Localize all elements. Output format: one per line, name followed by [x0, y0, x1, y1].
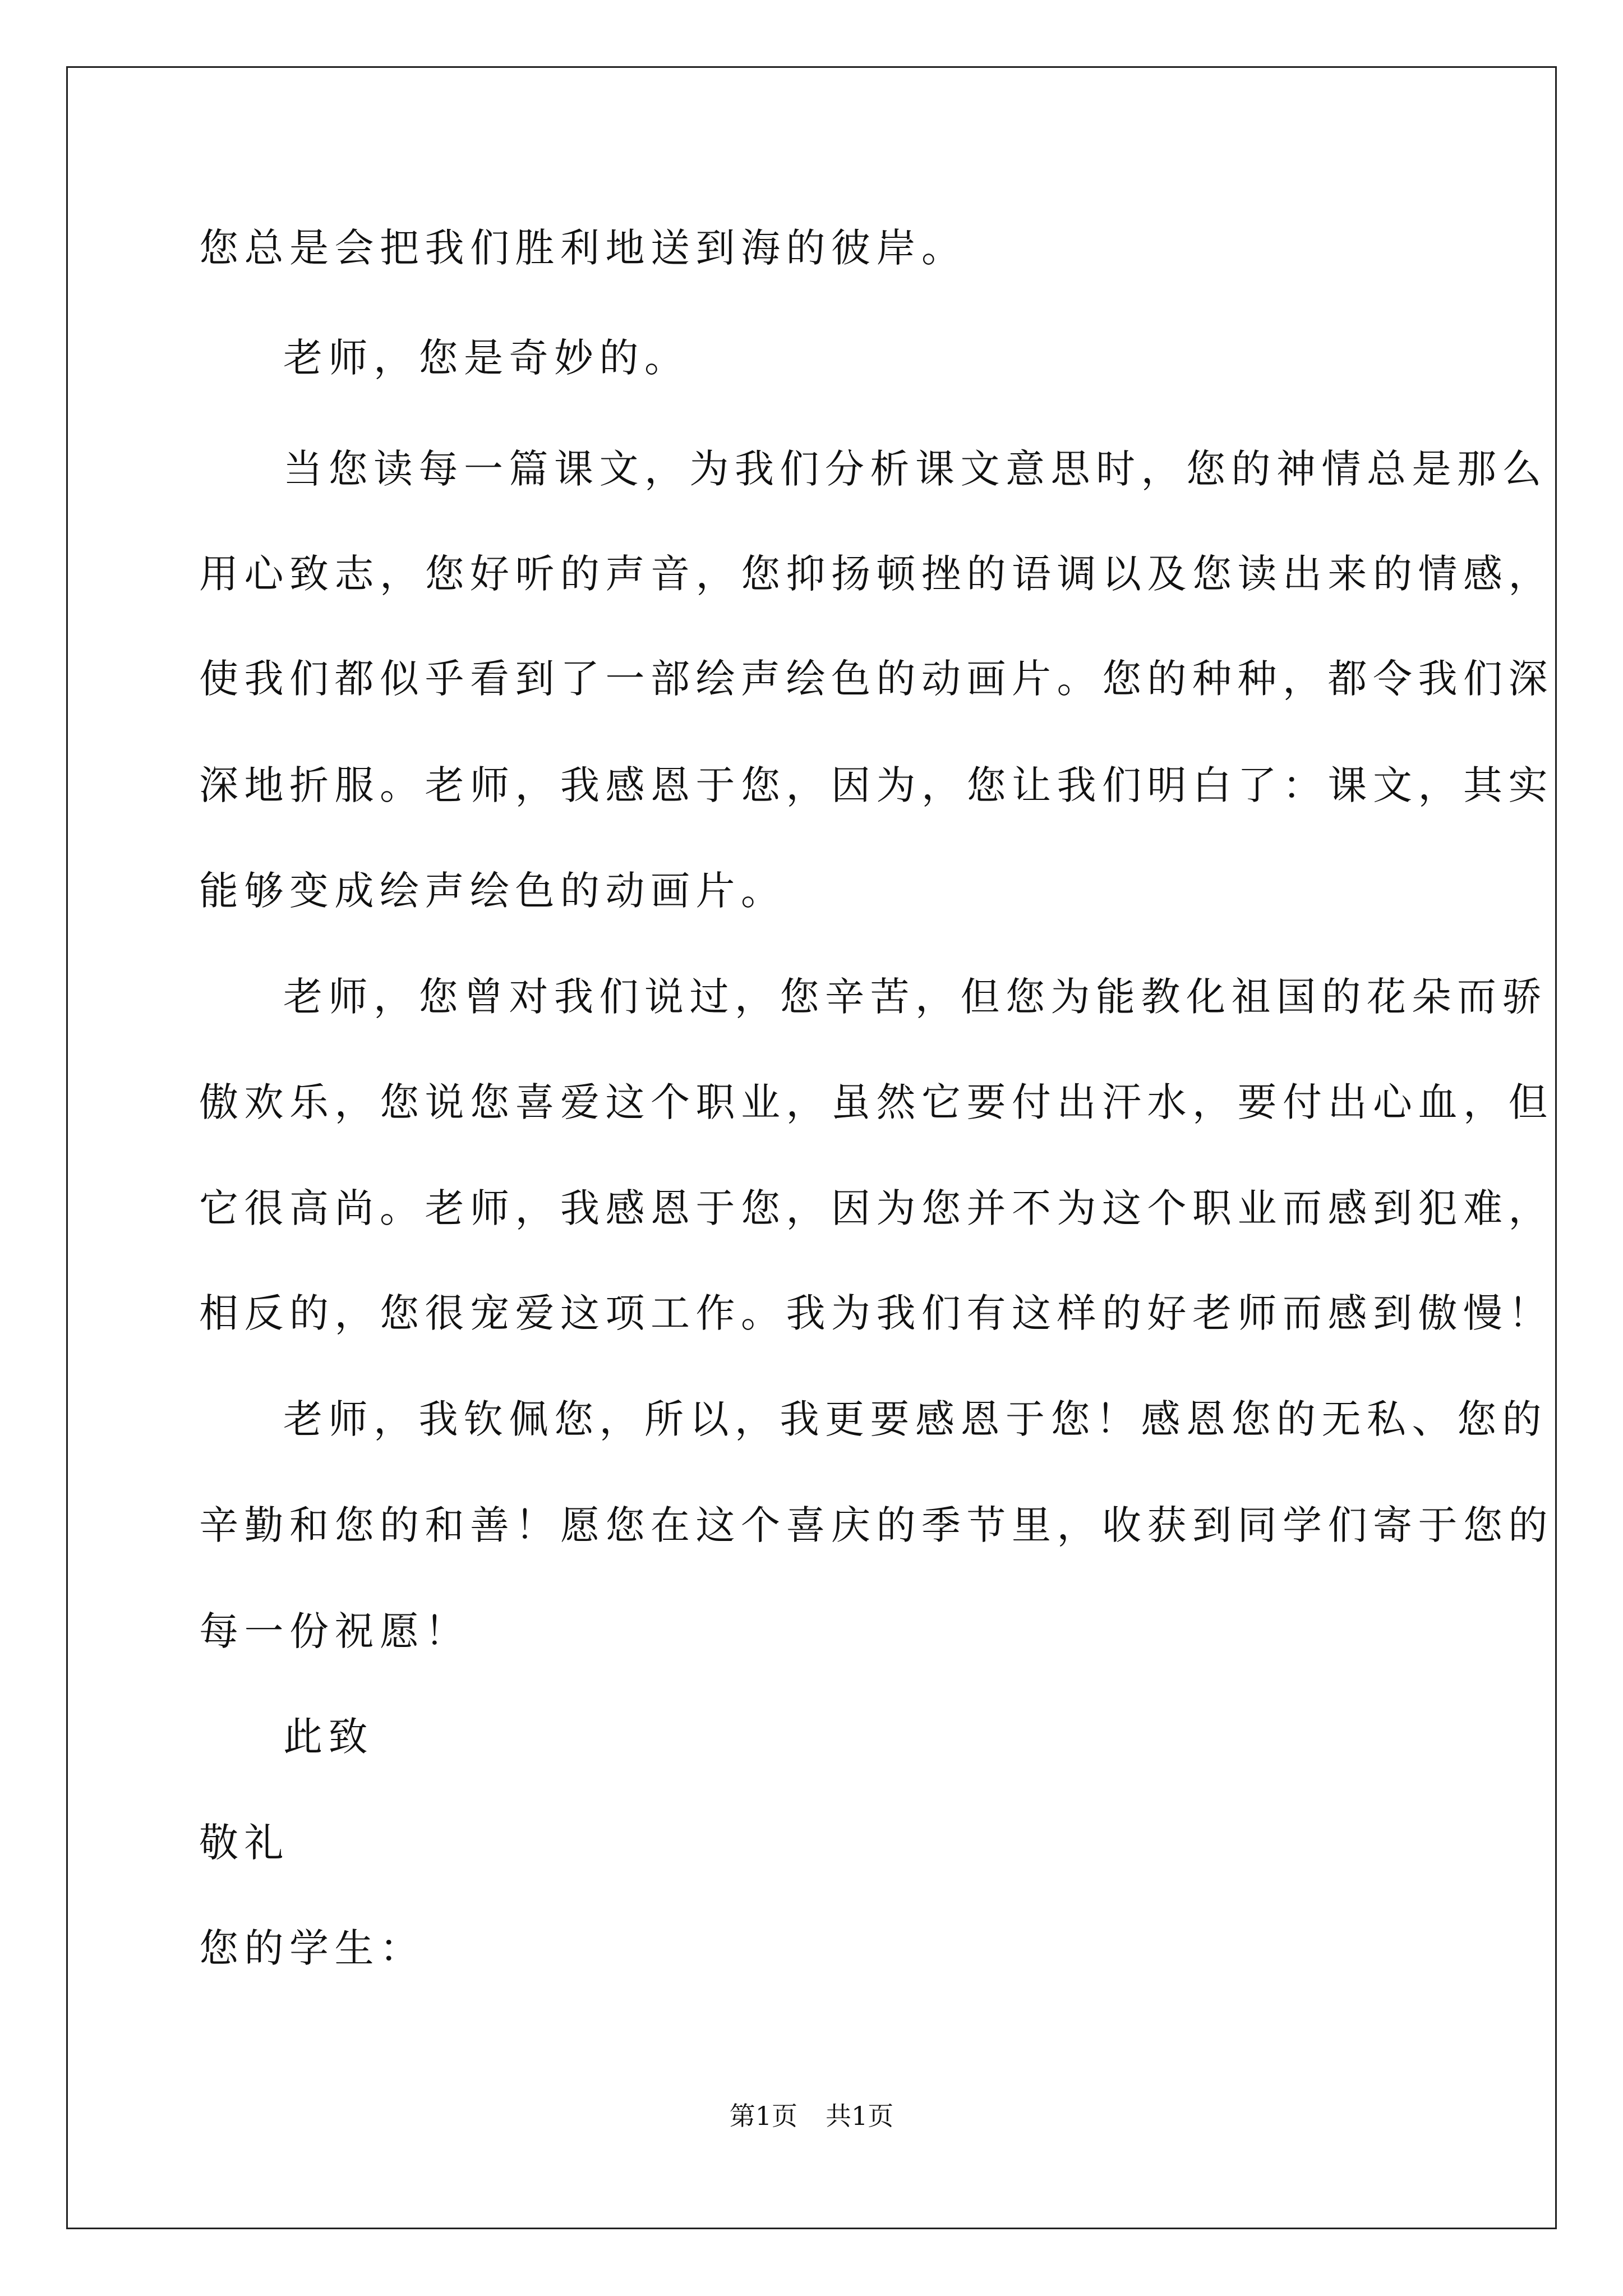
text-line: 老师，我钦佩您，所以，我更要感恩于您！感恩您的无私、您的 — [283, 1396, 1547, 1442]
text-line: 每一份祝愿！ — [199, 1608, 470, 1654]
text-line: 辛勤和您的和善！愿您在这个喜庆的季节里，收获到同学们寄于您的 — [199, 1502, 1553, 1548]
text-line: 它很高尚。老师，我感恩于您，因为您并不为这个职业而感到犯难， — [199, 1185, 1553, 1231]
text-line: 傲欢乐，您说您喜爱这个职业，虽然它要付出汗水，要付出心血，但 — [199, 1079, 1553, 1125]
page-footer — [0, 2099, 1623, 2133]
salutation: 敬礼 — [199, 1820, 289, 1866]
text-line: 深地折服。老师，我感恩于您，因为，您让我们明白了：课文，其实 — [199, 762, 1553, 808]
text-line: 使我们都似乎看到了一部绘声绘色的动画片。您的种种，都令我们深 — [199, 656, 1553, 702]
text-line: 当您读每一篇课文，为我们分析课文意思时，您的神情总是那么 — [283, 446, 1547, 492]
text-line: 能够变成绘声绘色的动画片。 — [199, 868, 786, 914]
text-line: 用心致志，您好听的声音，您抑扬顿挫的语调以及您读出来的情感， — [199, 551, 1553, 597]
text-line: 相反的，您很宠爱这项工作。我为我们有这样的好老师而感到傲慢！ — [199, 1290, 1553, 1336]
page-border — [66, 66, 1557, 2229]
text-line: 老师，您是奇妙的。 — [283, 335, 690, 381]
signature-label: 您的学生： — [199, 1925, 425, 1971]
page-number: 第1页 — [729, 2101, 797, 2131]
page-count: 共1页 — [826, 2101, 894, 2131]
text-line: 您总是会把我们胜利地送到海的彼岸。 — [199, 225, 967, 271]
text-line: 老师，您曾对我们说过，您辛苦，但您为能教化祖国的花朵而骄 — [283, 974, 1547, 1020]
closing-phrase: 此致 — [283, 1714, 374, 1760]
